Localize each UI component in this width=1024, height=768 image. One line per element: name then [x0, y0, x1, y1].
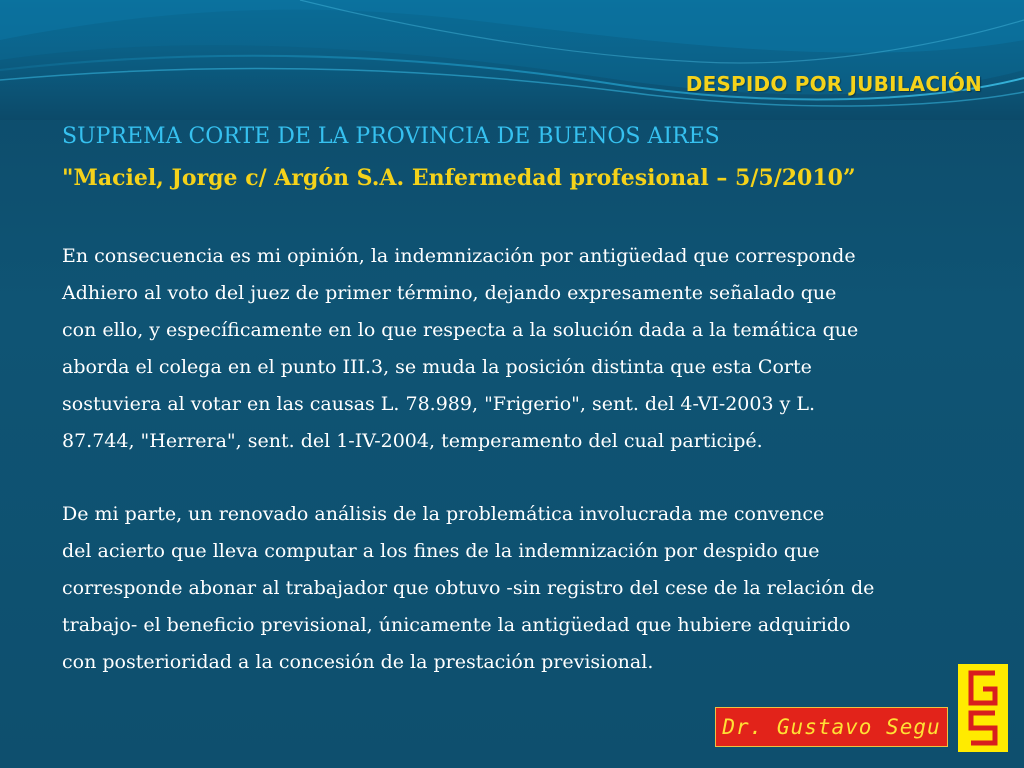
paragraph-line: De mi parte, un renovado análisis de la problemática involucrada me convence	[62, 503, 825, 525]
header-wave-decoration	[0, 0, 1024, 120]
paragraph-line: del acierto que lleva computar a los fines de la indemnización por despido que	[62, 540, 820, 562]
author-signature: Dr. Gustavo Segu	[715, 707, 948, 747]
paragraph-line: trabajo- el beneficio previsional, únicamente la antigüedad que hubiere adquirido	[62, 614, 851, 636]
paragraph-line: con ello, y específicamente en lo que respecta a la solución dada a la temática que	[62, 319, 859, 341]
paragraph-line: En consecuencia es mi opinión, la indemnización por antigüedad que corresponde	[62, 245, 856, 267]
paragraph-line: Adhiero al voto del juez de primer término, dejando expresamente señalado que	[62, 282, 837, 304]
gs-logo-graphic	[961, 667, 1005, 749]
court-name: SUPREMA CORTE DE LA PROVINCIA DE BUENOS AIRES	[62, 124, 720, 149]
case-title: "Maciel, Jorge c/ Argón S.A. Enfermedad profesional – 5/5/2010”	[62, 165, 856, 191]
paragraph-line: aborda el colega en el punto III.3, se muda la posición distinta que esta Corte	[62, 356, 812, 378]
paragraph-line: con posterioridad a la concesión de la prestación previsional.	[62, 651, 654, 673]
paragraph-line: sostuviera al votar en las causas L. 78.989, "Frigerio", sent. del 4-VI-2003 y L.	[62, 393, 816, 415]
paragraph-line: corresponde abonar al trabajador que obtuvo -sin registro del cese de la relación de	[62, 577, 875, 599]
paragraph-1	[62, 238, 982, 460]
paragraph-line: 87.744, "Herrera", sent. del 1-IV-2004, temperamento del cual participé.	[62, 430, 763, 452]
paragraph-2	[62, 496, 982, 681]
gs-logo-icon	[958, 664, 1008, 752]
slide-title: DESPIDO POR JUBILACIÓN	[685, 72, 982, 96]
